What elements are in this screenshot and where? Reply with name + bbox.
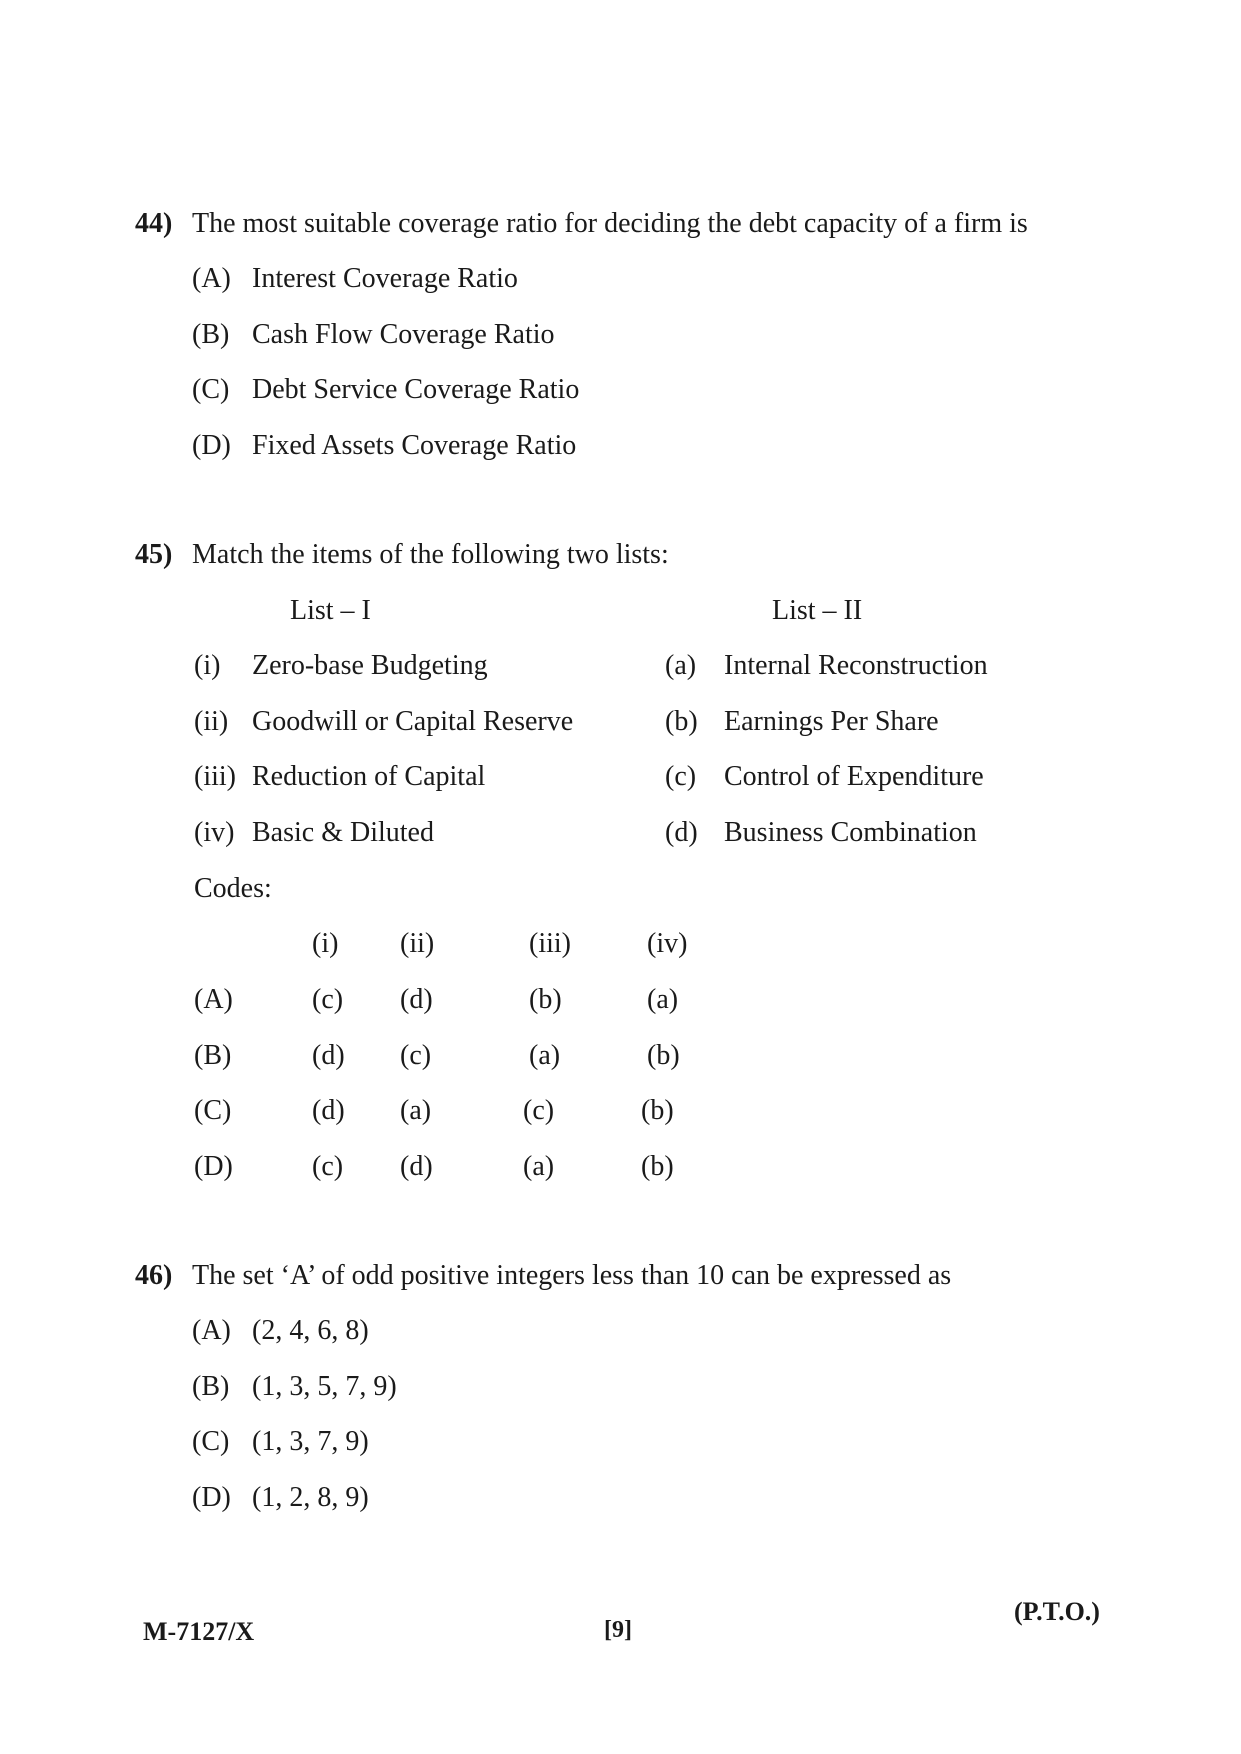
question-number-paren: ) <box>163 208 173 239</box>
list1-item: Reduction of Capital <box>252 761 486 792</box>
question-number-paren: ) <box>163 539 173 570</box>
codes-cell: (b) <box>647 1040 680 1071</box>
question-46-stem <box>135 1259 172 1293</box>
codes-cell: (a) <box>523 1151 555 1182</box>
codes-row-label: (C) <box>194 1095 232 1126</box>
codes-cell: (d) <box>312 1040 345 1071</box>
codes-header-cell: (i) <box>312 928 339 959</box>
option-text: (1, 2, 8, 9) <box>252 1482 369 1513</box>
option-text: Interest Coverage Ratio <box>252 263 518 294</box>
codes-cell: (d) <box>400 984 433 1015</box>
question-44-stem <box>135 207 172 241</box>
codes-cell: (c) <box>523 1095 555 1126</box>
codes-cell: (c) <box>312 984 344 1015</box>
codes-row-label: (B) <box>194 1040 232 1071</box>
option-text: Fixed Assets Coverage Ratio <box>252 430 577 461</box>
codes-label: Codes: <box>194 873 272 904</box>
codes-header-cell: (iii) <box>529 928 571 959</box>
codes-header-cell: (iv) <box>647 928 688 959</box>
question-number: 46 <box>135 1260 163 1291</box>
list2-label: (c) <box>665 761 697 792</box>
question-number-paren: ) <box>163 1260 173 1291</box>
list1-label: (iii) <box>194 761 236 792</box>
question-number: 44 <box>135 208 163 239</box>
option-text: (1, 3, 7, 9) <box>252 1426 369 1457</box>
list2-item: Business Combination <box>724 817 977 848</box>
pto-note: (P.T.O.) <box>1014 1597 1100 1626</box>
codes-header-cell: (ii) <box>400 928 435 959</box>
list1-item: Basic & Diluted <box>252 817 434 848</box>
question-number: 45 <box>135 539 163 570</box>
option-label: (B) <box>192 319 230 350</box>
codes-row-label: (D) <box>194 1151 233 1182</box>
list1-heading: List – I <box>290 595 371 626</box>
question-46-text: The set ‘A’ of odd positive integers less than 10 can be expressed as <box>192 1260 952 1291</box>
option-text: Cash Flow Coverage Ratio <box>252 319 555 350</box>
question-45-stem <box>135 538 172 572</box>
list2-label: (a) <box>665 650 697 681</box>
list1-label: (i) <box>194 650 221 681</box>
option-text: (1, 3, 5, 7, 9) <box>252 1371 397 1402</box>
codes-row-label: (A) <box>194 984 233 1015</box>
list2-item: Internal Reconstruction <box>724 650 988 681</box>
option-label: (A) <box>192 263 231 294</box>
codes-cell: (a) <box>529 1040 561 1071</box>
option-text: Debt Service Coverage Ratio <box>252 374 580 405</box>
paper-code: M-7127/X <box>143 1617 255 1646</box>
list1-item: Goodwill or Capital Reserve <box>252 706 574 737</box>
codes-cell: (b) <box>641 1095 674 1126</box>
option-label: (C) <box>192 1426 230 1457</box>
codes-cell: (d) <box>400 1151 433 1182</box>
codes-cell: (a) <box>400 1095 432 1126</box>
list1-label: (ii) <box>194 706 229 737</box>
codes-cell: (b) <box>529 984 562 1015</box>
codes-cell: (a) <box>647 984 679 1015</box>
list2-label: (d) <box>665 817 698 848</box>
option-label: (D) <box>192 430 231 461</box>
codes-cell: (b) <box>641 1151 674 1182</box>
option-text: (2, 4, 6, 8) <box>252 1315 369 1346</box>
option-label: (B) <box>192 1371 230 1402</box>
option-label: (D) <box>192 1482 231 1513</box>
list2-label: (b) <box>665 706 698 737</box>
page-number: [9] <box>604 1617 632 1643</box>
question-45-text: Match the items of the following two lists: <box>192 539 669 570</box>
list1-label: (iv) <box>194 817 235 848</box>
codes-cell: (c) <box>312 1151 344 1182</box>
codes-cell: (c) <box>400 1040 432 1071</box>
list2-heading: List – II <box>772 595 863 626</box>
question-44-text: The most suitable coverage ratio for deciding the debt capacity of a firm is <box>192 208 1028 239</box>
codes-cell: (d) <box>312 1095 345 1126</box>
list2-item: Control of Expenditure <box>724 761 984 792</box>
option-label: (C) <box>192 374 230 405</box>
option-label: (A) <box>192 1315 231 1346</box>
list1-item: Zero-base Budgeting <box>252 650 488 681</box>
list2-item: Earnings Per Share <box>724 706 939 737</box>
